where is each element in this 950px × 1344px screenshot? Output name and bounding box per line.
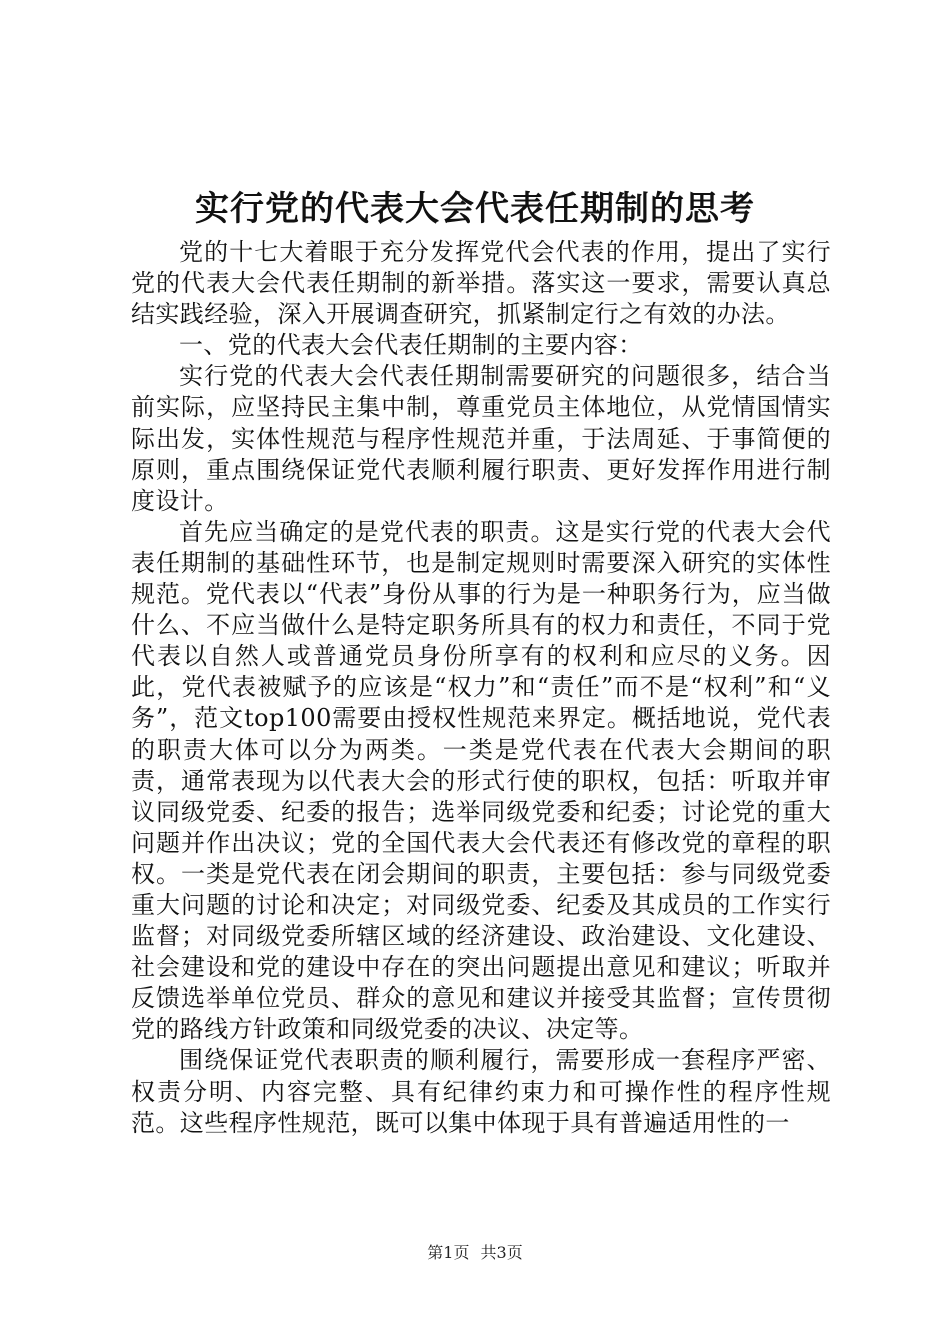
document-body [131, 237, 831, 1139]
paragraph-principles: 实行党的代表大会代表任期制需要研究的问题很多，结合当前实际，应坚持民主集中制，尊重党员主体地位，从党情国情实际出发，实体性规范与程序性规范并重，于法周延、于事简便的原则，重点围绕保证党代表顺利履行职责、更好发挥作用进行制度设计。 [131, 362, 831, 515]
paragraph-duties: 首先应当确定的是党代表的职责。这是实行党的代表大会代表任期制的基础性环节，也是制定规则时需要深入研究的实体性规范。党代表以“代表”身份从事的行为是一种职务行为，应当做什么、不应当做什么是特定职务所具有的权力和责任，不同于党代表以自然人或普通党员身份所享有的权利和应尽的义务。因此，党代表被赋予的应该是“权力”和“责任”而不是“权利”和“义务”，范文top100需要由授权性规范来界定。概括地说，党代表的职责大体可以分为两类。一类是党代表在代表大会期间的职责，通常表现为以代表大会的形式行使的职权，包括：听取并审议同级党委、纪委的报告；选举同级党委和纪委；讨论党的重大问题并作出决议；党的全国代表大会代表还有修改党的章程的职权。一类是党代表在闭会期间的职责，主要包括：参与同级党委重大问题的讨论和决定；对同级党委、纪委及其成员的工作实行监督；对同级党委所辖区域的经济建设、政治建设、文化建设、社会建设和党的建设中存在的突出问题提出意见和建议；听取并反馈选举单位党员、群众的意见和建议并接受其监督；宣传贯彻党的路线方针政策和同级党委的决议、决定等。 [131, 517, 831, 1044]
document-title: 实行党的代表大会代表任期制的思考 [195, 189, 755, 229]
paragraph-intro: 党的十七大着眼于充分发挥党代会代表的作用，提出了实行党的代表大会代表任期制的新举措。落实这一要求，需要认真总结实践经验，深入开展调查研究，抓紧制定行之有效的办法。 [131, 238, 831, 329]
page-number: 第1页 [427, 1243, 470, 1262]
page-total: 共3页 [480, 1243, 523, 1262]
paragraph-procedures: 围绕保证党代表职责的顺利履行，需要形成一套程序严密、权责分明、内容完整、具有纪律约束力和可操作性的程序性规范。这些程序性规范，既可以集中体现于具有普遍适用性的一 [131, 1046, 831, 1137]
section-heading: 一、党的代表大会代表任期制的主要内容： [179, 331, 643, 360]
page-footer [0, 1242, 950, 1264]
